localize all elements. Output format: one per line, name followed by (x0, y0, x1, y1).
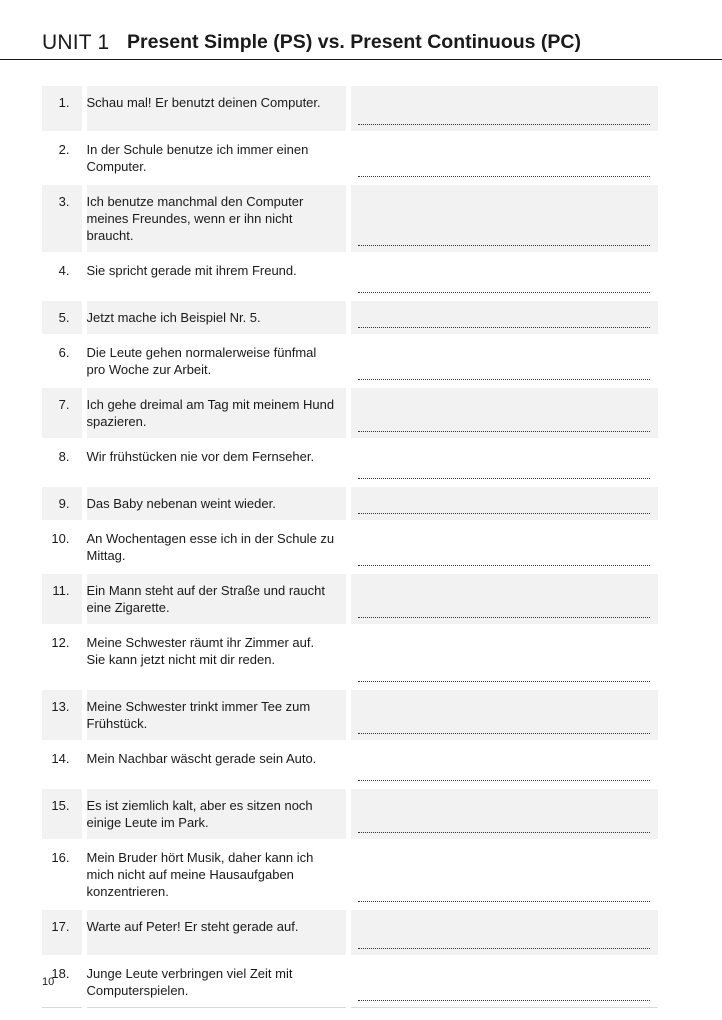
item-number-cell (42, 486, 84, 521)
sentence-cell (84, 300, 348, 335)
answer-field[interactable] (348, 486, 658, 521)
sentence-text: Ich gehe dreimal am Tag mit meinem Hund spazieren. (86, 397, 335, 429)
sentence-cell (84, 788, 348, 840)
item-number-cell (42, 689, 84, 741)
item-number-cell (42, 300, 84, 335)
page-title: Present Simple (PS) vs. Present Continuous (PC) (127, 31, 582, 53)
item-number: 4. (58, 263, 70, 278)
answer-dotted-line (358, 565, 651, 566)
exercise-row (42, 909, 658, 956)
item-number: 5. (58, 310, 70, 325)
item-number: 17. (51, 919, 70, 934)
item-number: 7. (58, 397, 70, 412)
sentence-cell (84, 387, 348, 439)
exercise-row (42, 439, 658, 486)
exercise-row (42, 335, 658, 387)
answer-field[interactable] (348, 956, 658, 1008)
answer-field[interactable] (348, 840, 658, 909)
page-header (0, 0, 722, 60)
sentence-text: Es ist ziemlich kalt, aber es sitzen noch einige Leute im Park. (86, 798, 313, 830)
answer-field[interactable] (348, 300, 658, 335)
answer-field[interactable] (348, 85, 658, 132)
item-number-cell (42, 335, 84, 387)
sentence-cell (84, 486, 348, 521)
sentence-text: Mein Bruder hört Musik, daher kann ich mich nicht auf meine Hausaufgaben konzentrieren. (86, 850, 314, 899)
sentence-cell (84, 625, 348, 689)
exercise-rows (42, 85, 658, 1008)
sentence-text: Junge Leute verbringen viel Zeit mit Computerspielen. (86, 966, 293, 998)
exercise-row (42, 184, 658, 253)
exercise-row (42, 132, 658, 184)
answer-dotted-line (358, 1000, 651, 1001)
item-number-cell (42, 439, 84, 486)
answer-field[interactable] (348, 253, 658, 300)
unit-label: UNIT 1 (42, 31, 110, 54)
answer-field[interactable] (348, 184, 658, 253)
answer-field[interactable] (348, 625, 658, 689)
item-number-cell (42, 521, 84, 573)
answer-dotted-line (358, 901, 651, 902)
item-number: 15. (51, 798, 70, 813)
answer-dotted-line (358, 292, 651, 293)
item-number: 12. (51, 635, 70, 650)
item-number-cell (42, 573, 84, 625)
answer-dotted-line (358, 431, 651, 432)
answer-dotted-line (358, 245, 651, 246)
answer-dotted-line (358, 681, 651, 682)
answer-dotted-line (358, 948, 651, 949)
sentence-cell (84, 741, 348, 788)
exercise-row (42, 840, 658, 909)
answer-field[interactable] (348, 788, 658, 840)
answer-dotted-line (358, 327, 651, 328)
item-number: 16. (51, 850, 70, 865)
sentence-cell (84, 956, 348, 1008)
exercise-row (42, 521, 658, 573)
sentence-text: An Wochentagen esse ich in der Schule zu Mittag. (86, 531, 335, 563)
sentence-text: Die Leute gehen normalerweise fünfmal pro Woche zur Arbeit. (86, 345, 317, 377)
sentence-cell (84, 909, 348, 956)
exercise-row (42, 387, 658, 439)
item-number-cell (42, 387, 84, 439)
exercise-row (42, 85, 658, 132)
answer-dotted-line (358, 478, 651, 479)
sentence-cell (84, 253, 348, 300)
sentence-text: In der Schule benutze ich immer einen Computer. (86, 142, 309, 174)
answer-field[interactable] (348, 387, 658, 439)
item-number-cell (42, 184, 84, 253)
item-number: 11. (52, 583, 70, 598)
item-number: 14. (51, 751, 70, 766)
page-number: 10 (42, 976, 55, 988)
item-number: 9. (58, 496, 70, 511)
item-number-cell (42, 85, 84, 132)
sentence-cell (84, 184, 348, 253)
sentence-text: Mein Nachbar wäscht gerade sein Auto. (86, 751, 317, 766)
sentence-cell (84, 573, 348, 625)
exercise-row (42, 689, 658, 741)
sentence-text: Jetzt mache ich Beispiel Nr. 5. (86, 310, 261, 325)
answer-dotted-line (358, 733, 651, 734)
item-number: 3. (58, 194, 70, 209)
item-number: 13. (51, 699, 70, 714)
answer-field[interactable] (348, 741, 658, 788)
item-number-cell (42, 253, 84, 300)
sentence-cell (84, 85, 348, 132)
answer-field[interactable] (348, 689, 658, 741)
exercise-row (42, 956, 658, 1008)
sentence-cell (84, 521, 348, 573)
item-number-cell (42, 788, 84, 840)
sentence-text: Wir frühstücken nie vor dem Fernseher. (86, 449, 315, 464)
answer-dotted-line (358, 832, 651, 833)
item-number: 18. (51, 966, 70, 981)
sentence-cell (84, 335, 348, 387)
answer-dotted-line (358, 780, 651, 781)
sentence-text: Ein Mann steht auf der Straße und raucht eine Zigarette. (86, 583, 325, 615)
item-number: 2. (58, 142, 70, 157)
sentence-text: Ich benutze manchmal den Computer meines Freundes, wenn er ihn nicht braucht. (86, 194, 304, 243)
answer-dotted-line (358, 176, 651, 177)
exercise-row (42, 741, 658, 788)
sentence-cell (84, 689, 348, 741)
sentence-cell (84, 132, 348, 184)
answer-field[interactable] (348, 132, 658, 184)
sentence-text: Meine Schwester räumt ihr Zimmer auf. Sie kann jetzt nicht mit dir reden. (86, 635, 315, 667)
exercise-row (42, 300, 658, 335)
exercise-table (42, 84, 658, 1008)
exercise-row (42, 486, 658, 521)
exercise-row (42, 625, 658, 689)
item-number-cell (42, 840, 84, 909)
sentence-text: Meine Schwester trinkt immer Tee zum Frühstück. (86, 699, 311, 731)
sentence-cell (84, 840, 348, 909)
answer-field[interactable] (348, 439, 658, 486)
sentence-text: Sie spricht gerade mit ihrem Freund. (86, 263, 297, 278)
item-number-cell (42, 909, 84, 956)
item-number-cell (42, 741, 84, 788)
exercise-row (42, 253, 658, 300)
answer-field[interactable] (348, 335, 658, 387)
item-number: 10. (51, 531, 70, 546)
sentence-text: Warte auf Peter! Er steht gerade auf. (86, 919, 299, 934)
item-number-cell (42, 132, 84, 184)
answer-dotted-line (358, 379, 651, 380)
exercise-row (42, 573, 658, 625)
item-number-cell (42, 625, 84, 689)
answer-dotted-line (358, 617, 651, 618)
item-number: 8. (58, 449, 70, 464)
sentence-cell (84, 439, 348, 486)
exercise-row (42, 788, 658, 840)
answer-dotted-line (358, 513, 651, 514)
answer-field[interactable] (348, 521, 658, 573)
answer-field[interactable] (348, 909, 658, 956)
answer-field[interactable] (348, 573, 658, 625)
sentence-text: Schau mal! Er benutzt deinen Computer. (86, 95, 321, 110)
item-number: 6. (58, 345, 70, 360)
item-number: 1. (58, 95, 70, 110)
sentence-text: Das Baby nebenan weint wieder. (86, 496, 276, 511)
answer-dotted-line (358, 124, 651, 125)
